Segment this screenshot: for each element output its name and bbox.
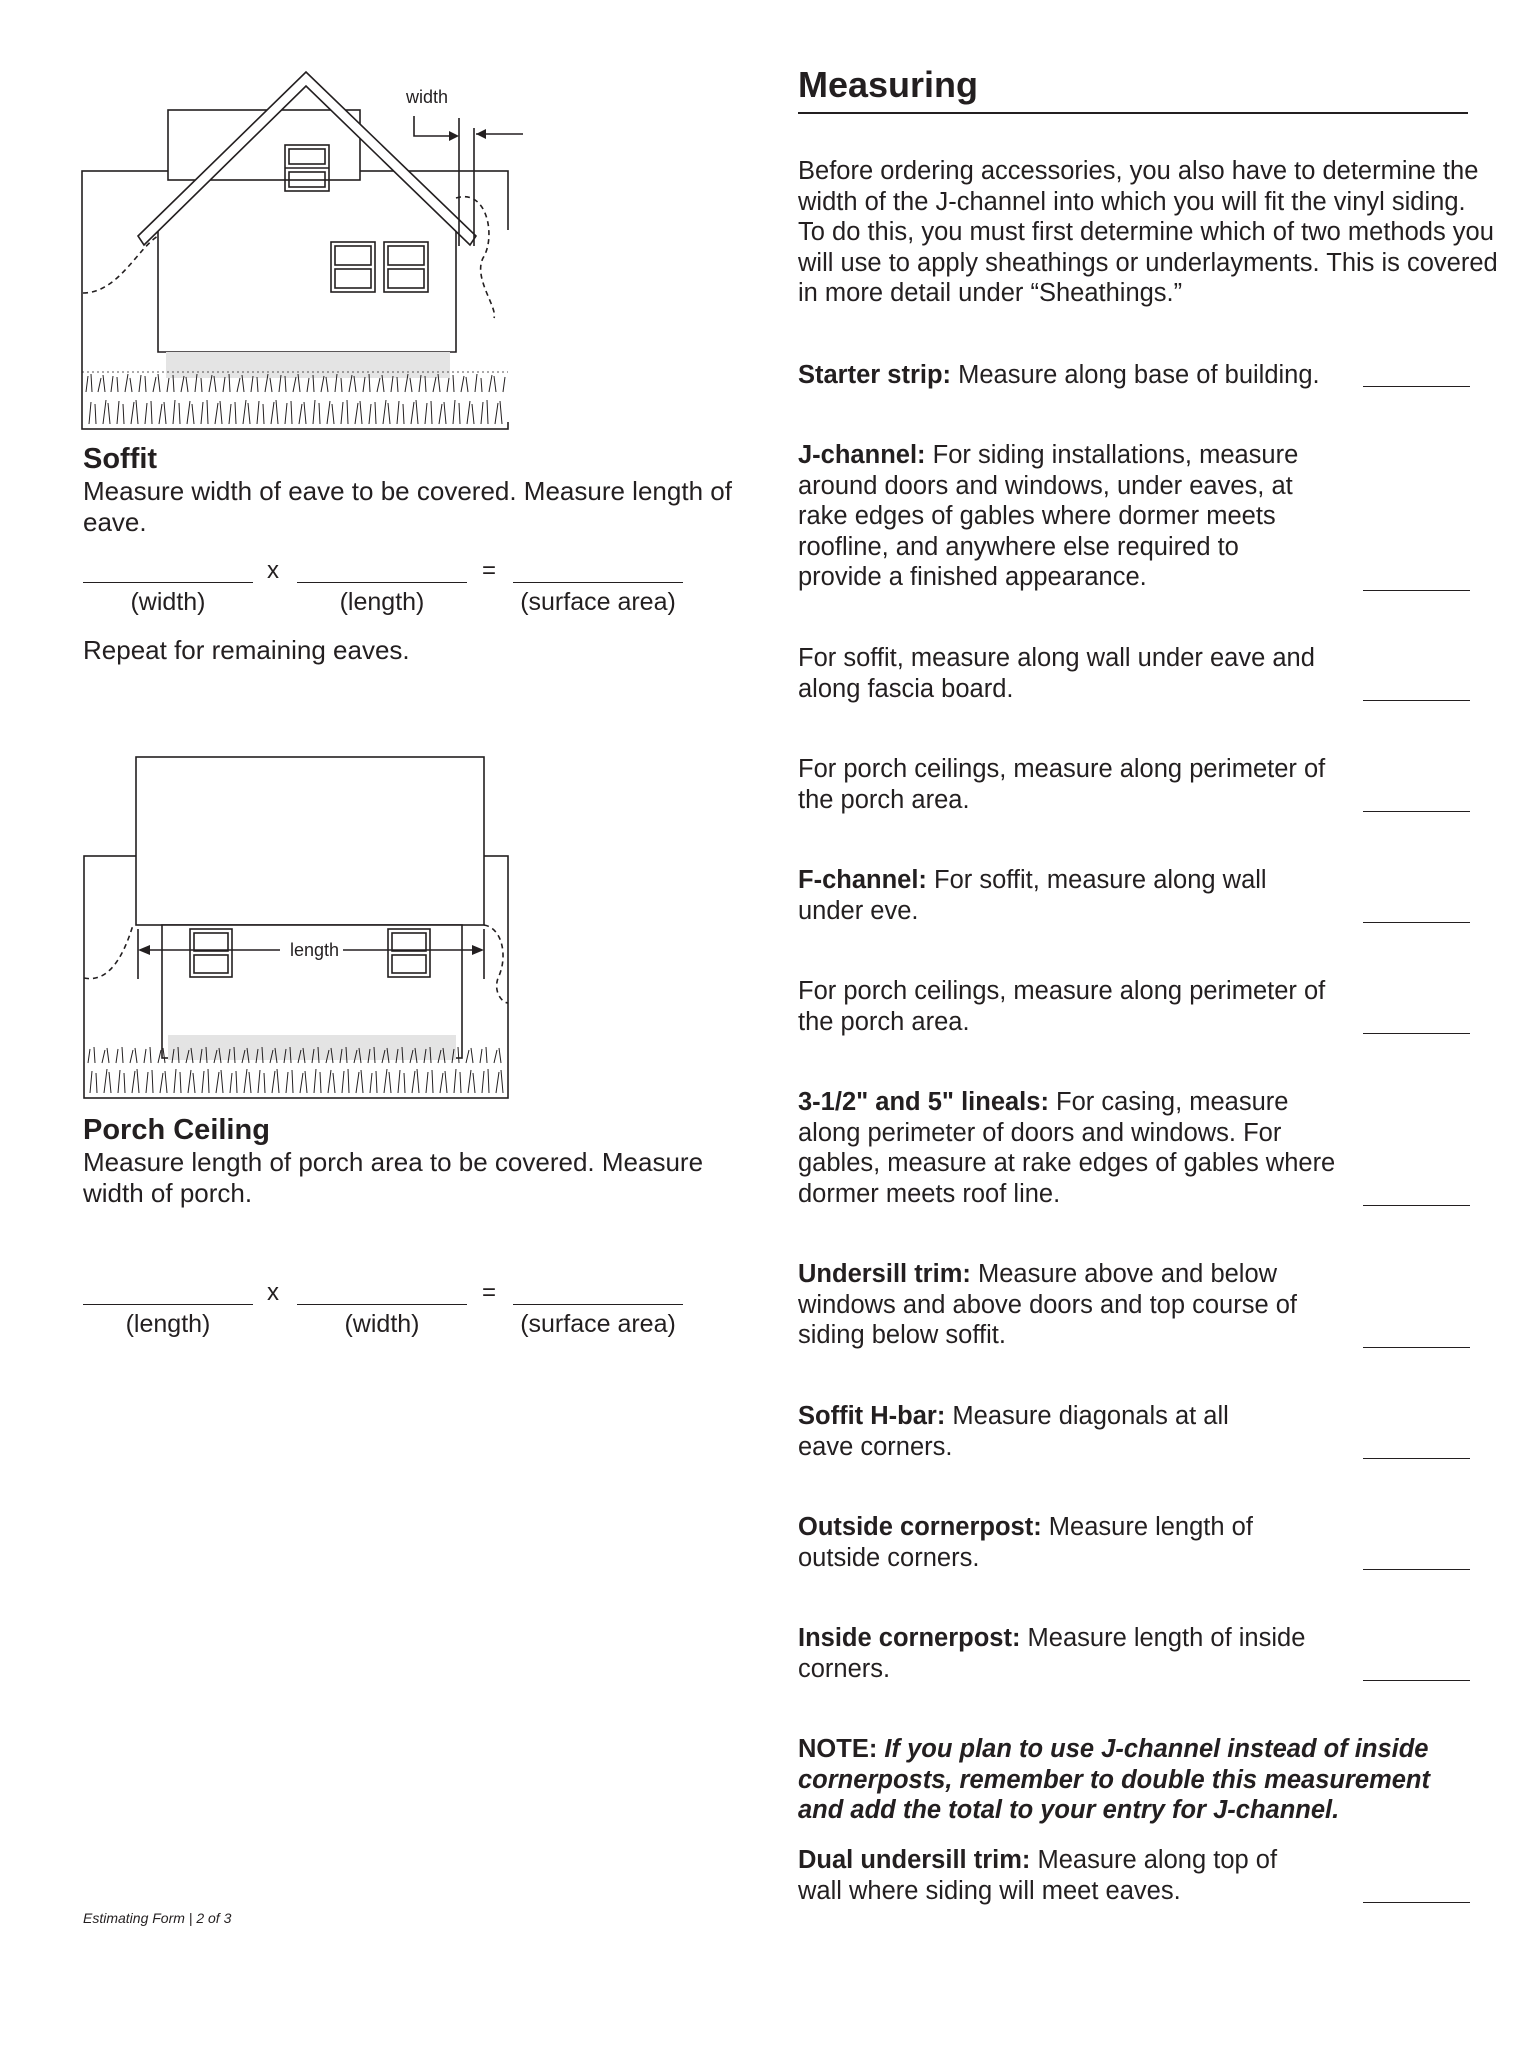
item-label: F-channel: <box>798 866 927 894</box>
porch-width-caption: (width) <box>344 1310 420 1338</box>
f-channel-blank[interactable] <box>1363 922 1470 923</box>
item-porch-jchannel <box>798 754 1338 815</box>
item-text: For soffit, measure along wall under eve. <box>798 866 1267 925</box>
note-paragraph <box>798 1734 1478 1826</box>
item-soffit-hbar <box>798 1401 1268 1462</box>
undersill-trim-blank[interactable] <box>1363 1347 1470 1348</box>
outside-cornerpost-blank[interactable] <box>1363 1569 1470 1570</box>
multiply-sign: x <box>267 1279 279 1306</box>
porch-area-blank[interactable] <box>513 1304 683 1305</box>
item-label: Dual undersill trim: <box>798 1846 1031 1874</box>
item-label: Inside cornerpost: <box>798 1624 1021 1652</box>
item-label: Starter strip: <box>798 361 952 389</box>
item-porch-fchannel <box>798 976 1338 1037</box>
soffit-house-illustration <box>78 68 538 433</box>
inside-cornerpost-blank[interactable] <box>1363 1680 1470 1681</box>
item-text: For soffit, measure along wall under eave and along fascia board. <box>798 644 1315 703</box>
item-soffit-jchannel <box>798 643 1318 704</box>
item-text: Measure along base of building. <box>951 361 1320 389</box>
item-text: Measure length of inside corners. <box>798 1624 1306 1683</box>
starter-strip-blank[interactable] <box>1363 386 1470 387</box>
item-j-channel <box>798 440 1328 593</box>
repeat-note: Repeat for remaining eaves. <box>83 635 410 665</box>
soffit-length-caption: (length) <box>339 588 425 616</box>
item-text: Measure length of outside corners. <box>798 1513 1253 1572</box>
soffit-width-blank[interactable] <box>83 582 253 583</box>
width-dimension-label: width <box>406 87 449 107</box>
item-label: 3-1/2" and 5" lineals: <box>798 1088 1049 1116</box>
porch-width-blank[interactable] <box>297 1304 467 1305</box>
soffit-hbar-blank[interactable] <box>1363 1458 1470 1459</box>
soffit-length-blank[interactable] <box>297 582 467 583</box>
item-label: J-channel: <box>798 441 926 469</box>
porch-house-illustration <box>78 753 518 1101</box>
item-text: For casing, measure along perimeter of doors and windows. For gables, measure at rake edges of gables where dormer meets roof line. <box>798 1088 1336 1208</box>
porch-length-blank[interactable] <box>83 1304 253 1305</box>
title-divider <box>798 112 1468 114</box>
porch-ceiling-description: Measure length of porch area to be covered. Measure width of porch. <box>83 1147 704 1208</box>
j-channel-blank[interactable] <box>1363 590 1470 591</box>
page-footer: Estimating Form | 2 of 3 <box>83 1910 232 1926</box>
dual-undersill-trim-blank[interactable] <box>1363 1902 1470 1903</box>
soffit-width-caption: (width) <box>130 588 206 616</box>
item-outside-cornerpost <box>798 1512 1318 1573</box>
item-text: Measure along top of wall where siding will meet eaves. <box>798 1846 1278 1905</box>
equals-sign: = <box>482 1279 497 1306</box>
item-text: For siding installations, measure around doors and windows, under eaves, at rake edges of gables where dormer meets roofline, and anywhere else required to provide a finished appearance. <box>798 441 1299 591</box>
item-dual-undersill-trim <box>798 1845 1288 1906</box>
page-title: Measuring <box>798 64 979 105</box>
item-f-channel <box>798 865 1318 926</box>
soffit-area-caption: (surface area) <box>520 588 676 616</box>
multiply-sign: x <box>267 557 279 584</box>
length-dimension-label: length <box>290 940 340 960</box>
porch-jchannel-blank[interactable] <box>1363 811 1470 812</box>
equals-sign: = <box>482 557 497 584</box>
item-text: For porch ceilings, measure along perimeter of the porch area. <box>798 977 1326 1036</box>
note-text: If you plan to use J-channel instead of inside cornerposts, remember to double this measurement and add the total to your entry for J-channel. <box>798 1735 1430 1824</box>
lineals-blank[interactable] <box>1363 1205 1470 1206</box>
item-label: Soffit H-bar: <box>798 1402 946 1430</box>
item-label: Outside cornerpost: <box>798 1513 1042 1541</box>
item-text: For porch ceilings, measure along perimeter of the porch area. <box>798 755 1326 814</box>
porch-fchannel-blank[interactable] <box>1363 1033 1470 1034</box>
intro-paragraph: Before ordering accessories, you also have to determine the width of the J-channel into which you will fit the vinyl siding. To do this, you must first determine which of two methods you will use to apply sheathings or underlayments. This is covered in more detail under “Sheathings.” <box>798 157 1498 307</box>
soffit-description: Measure width of eave to be covered. Measure length of eave. <box>83 476 732 537</box>
porch-area-caption: (surface area) <box>520 1310 676 1338</box>
soffit-title: Soffit <box>83 443 158 475</box>
porch-ceiling-title: Porch Ceiling <box>83 1114 270 1146</box>
item-lineals <box>798 1087 1338 1209</box>
item-starter-strip <box>798 360 1358 391</box>
soffit-jchannel-blank[interactable] <box>1363 700 1470 701</box>
item-inside-cornerpost <box>798 1623 1318 1684</box>
soffit-area-blank[interactable] <box>513 582 683 583</box>
item-label: Undersill trim: <box>798 1260 971 1288</box>
note-label: NOTE: <box>798 1735 878 1763</box>
item-text: Measure diagonals at all eave corners. <box>798 1402 1229 1461</box>
porch-length-caption: (length) <box>125 1310 211 1338</box>
item-undersill-trim <box>798 1259 1318 1351</box>
item-text: Measure above and below windows and above doors and top course of siding below soffit. <box>798 1260 1297 1349</box>
